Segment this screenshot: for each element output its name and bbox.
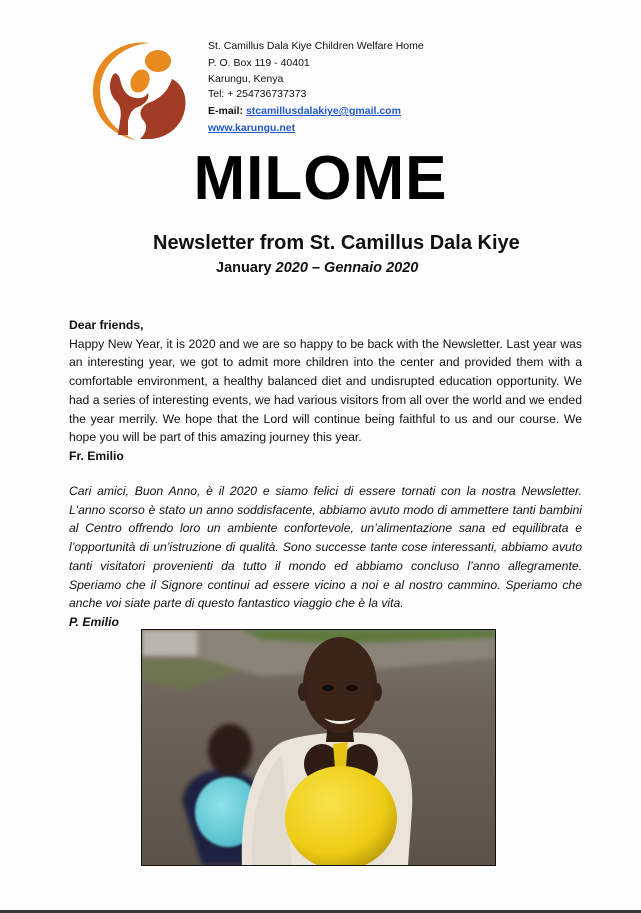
letter-english [69,316,582,466]
signature-english: Fr. Emilio [69,448,124,463]
letter-english-body: Happy New Year, it is 2020 and we are so happy to be back with the Newsletter. Last year was an interesting year, we got to admit more children into the center and provided them with a comfortable environment, a healthy balanced diet and undisrupted education opportunity. We had a series of interesting events, we had various visitors from all over the world and we ended the year merrily. We hope that the Lord will continue being faithful to us and our course. We hope you will be part of this amazing journey this year. [69,336,582,445]
newsletter-subtitle: Newsletter from St. Camillus Dala Kiye [153,232,520,254]
children-with-balloons-photo [141,629,496,866]
title-text: MILOME [193,144,448,213]
website-link[interactable]: www.karungu.net [208,122,296,134]
organization-logo-icon [88,37,194,143]
date-rest: 2020 – Gennaio 2020 [275,260,419,276]
po-box: P. O. Box 119 - 40401 [208,57,310,69]
email-link[interactable]: stcamillusdalakiye@gmail.com [245,105,401,117]
letter-italian [69,482,582,632]
issue-date [216,260,418,276]
org-name: St. Camillus Dala Kiye Children Welfare Home [208,40,424,52]
email-label: E-mail: [208,105,244,117]
signature-italian: P. Emilio [69,614,119,629]
greeting: Dear friends, [69,318,144,332]
website-line [208,120,424,137]
email-line [208,103,424,120]
telephone: Tel: + 254736737373 [208,88,307,100]
date-month: January [216,260,272,276]
organization-contact-block [208,38,424,137]
location: Karungu, Kenya [208,73,284,85]
newsletter-title [0,146,641,212]
letter-italian-body: Cari amici, Buon Anno, è il 2020 e siamo felici di essere tornati con la nostra Newsletter. L'anno scorso è stato un anno soddisfacente, abbiamo avuto modo di ammettere tanti bambini al Centro offrendo loro un ambiente confortevole, un’alimentazione sana ed equilibrata e l’opportunità di un’istruzione di qualità. Sono successe tante cose interessanti, abbiamo avuto tanti visitatori provenienti da tutto il mondo ed abbiamo concluso l’anno allegramente. Speriamo che il Signore continui ad essere vicino a noi e al nostro cammino. Speriamo che anche voi siate parte di questo fantastico viaggio che è la vita. [69,484,582,611]
